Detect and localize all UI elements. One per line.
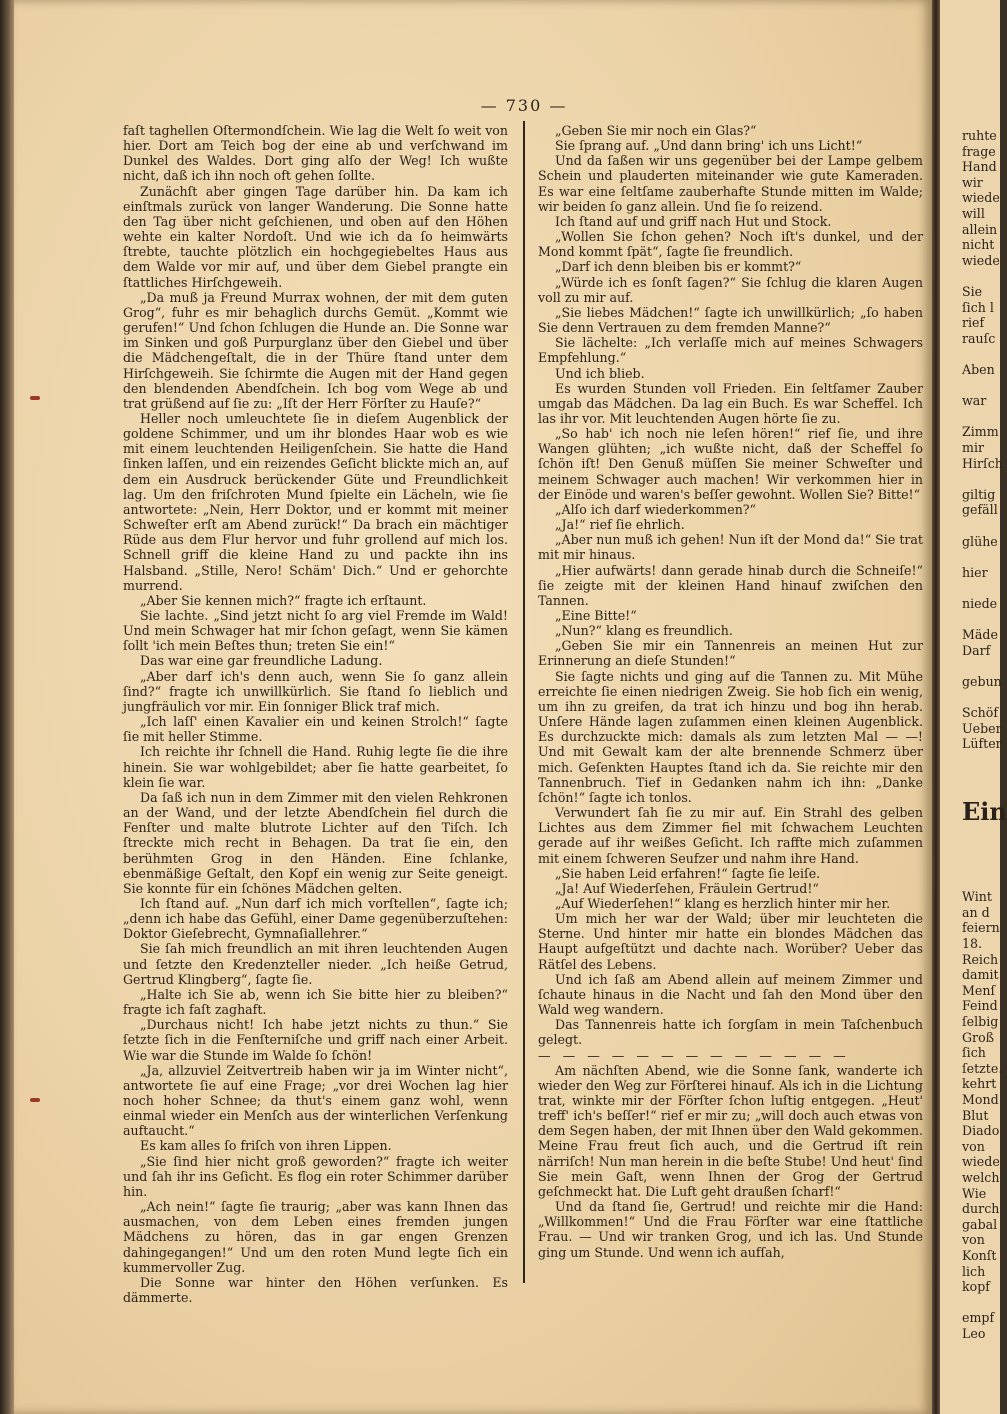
paragraph: „Alſo ich darf wiederkommen?“ xyxy=(555,501,756,517)
paragraph: „Sie haben Leid erfahren!“ ſagte ſie leiſe. xyxy=(555,865,821,881)
next-page-fragment: hier xyxy=(962,564,988,580)
left-text-column xyxy=(123,123,508,1305)
next-page-fragment: Wint xyxy=(962,889,992,905)
paragraph: Und da ſaßen wir uns gegenüber bei der Lampe gelbem Schein und plauderten miteinander wie gute Kameraden. Es war eine ſeltſame zauberhafte Stunde mitten im Walde; wir beiden ſo ganz allein. Und ſie ſo reizend. xyxy=(538,153,923,214)
next-page-fragment: Diado xyxy=(962,1123,1000,1139)
paragraph: „Geben Sie mir ein Tannenreis an meinen Hut zur Erinnerung an dieſe Stunden!“ xyxy=(538,638,923,669)
next-page-fragment: ruhte xyxy=(962,128,997,143)
next-page-fragment: Zimm xyxy=(962,424,999,440)
next-page-fragment: Reich xyxy=(962,951,999,967)
next-page-fragment: Menſ xyxy=(962,982,996,998)
paragraph: „Ja, allzuviel Zeitvertreib haben wir ja im Winter nicht“, antwortete ſie auf eine Frage; „vor drei Wochen lag hier noch hoher Schnee; da thut's einem ganz wohl, wenn einmal wieder ein Menſch aus der winterlichen Verſenkung auftaucht.“ xyxy=(123,1062,508,1139)
next-page-fragment: Leo xyxy=(962,1326,986,1341)
next-page-fragment: nicht xyxy=(962,237,995,253)
next-page-fragment: Blut xyxy=(962,1107,989,1123)
paragraph: Heller noch umleuchtete ſie in dieſem Augenblick der goldene Schimmer, und um ihr blondes Haar wob es wie mit einem leuchtenden Heiligenſchein. Sie hatte die Hand ſinken laſſen, und ein reizendes Geſicht blickte mich an, auf dem ein Ausdruck berückender Güte und Freundlichkeit lag. Um den friſchroten Mund ſpielte ein Lächeln, wie ſie antwortete: „Nein, Herr Doktor, und er kommt mit meiner Schweſter erſt am Abend zurück!“ Da brach ein mächtiger Rüde aus dem Flur hervor und fuhr grollend auf mich los. Schnell griff die kleine Hand zu und packte ihn ins Halsband. „Stille, Nero! Schäm' Dich.“ Und er gehorchte murrend. xyxy=(123,410,508,593)
paragraph: Sie ſah mich freundlich an mit ihren leuchtenden Augen und ſetzte den Kredenzteller nieder. „Ich heiße Getrud, Gertrud Klingberg“, ſagte ſie. xyxy=(123,941,508,987)
next-page-fragment: Hand xyxy=(962,159,997,175)
next-page-fragment: empf xyxy=(962,1310,995,1326)
paragraph: „Aber nun muß ich gehen! Nun iſt der Mond da!“ Sie trat mit mir hinaus. xyxy=(538,532,923,563)
next-page-fragment: Mäde xyxy=(962,627,998,643)
next-page-fragment: kehrt xyxy=(962,1076,997,1092)
paragraph: Und ich ſaß am Abend allein auf meinem Zimmer und ſchaute hinaus in die Nacht und ſah den Mond über den Wald weg wandern. xyxy=(538,971,923,1018)
next-page-fragment: Feind xyxy=(962,998,998,1014)
next-page-fragment: wiede xyxy=(962,1154,1000,1170)
paragraph: Verwundert ſah ſie zu mir auf. Ein Strahl des gelben Lichtes aus dem Zimmer fiel mit ſchwachem Leuchten gerade auf ihr weißes Geſicht. Ich raffte mich zuſammen mit einem ſchweren Seufzer und nahm ihre Hand. xyxy=(538,805,923,866)
paragraph: Die Sonne war hinter den Höhen verſunken. Es dämmerte. xyxy=(123,1274,508,1306)
next-page-fragment: will xyxy=(962,206,985,221)
next-page-fragment: Groß xyxy=(962,1029,995,1045)
paragraph: Um mich her war der Wald; über mir leuchteten die Sterne. Und hinter mir hatte ein blondes Mädchen das Haupt aufgeſtützt und dachte nach. Worüber? Ueber das Rätſel des Lebens. xyxy=(538,911,923,972)
next-page-fragment: wir xyxy=(962,174,983,190)
next-page-fragment: Schöf xyxy=(962,705,999,721)
margin-mark xyxy=(30,396,40,400)
paragraph: Es wurden Stunden voll Frieden. Ein ſeltſamer Zauber umgab das Mädchen. Da lag ein Buch. Es war Scheffel. Ich las ihr vor. Mit leuchtenden Augen hörte ſie zu. xyxy=(538,380,923,426)
next-page-fragment: kopf xyxy=(962,1279,990,1295)
paragraph: Da ſaß ich nun in dem Zimmer mit den vielen Rehkronen an der Wand, und der letzte Abendſchein fiel durch die Fenſter und malte blutrote Lichter auf den Tiſch. Ich ſtreckte mich recht in Behagen. Da trat ſie ein, den berühmten Grog in den Händen. Eine ſchlanke, ebenmäßige Geſtalt, den Kopf ein wenig zur Seite geneigt. Sie konnte für ein ſchönes Mädchen gelten. xyxy=(123,789,508,896)
paragraph: Ich reichte ihr ſchnell die Hand. Ruhig legte ſie die ihre hinein. Sie war wohlgebildet; aber ſie hatte gearbeitet, ſo klein ſie war. xyxy=(123,744,508,790)
next-page-fragment: von xyxy=(962,1138,985,1154)
paragraph: „Würde ich es ſonſt ſagen?“ Sie ſchlug die klaren Augen voll zu mir auf. xyxy=(538,274,923,305)
paragraph: Es kam alles ſo friſch von ihren Lippen. xyxy=(140,1138,392,1154)
next-page-fragment: von xyxy=(962,1232,985,1248)
paragraph: Und da ſtand ſie, Gertrud! und reichte mir die Hand: „Willkommen!“ Und die Frau Förſter war eine ſtattliche Frau. — Und wir tranken Grog, und ich las. Und Stunde ging um Stunde. Und wenn ich aufſah, xyxy=(538,1199,923,1260)
next-page-fragment: Lüfter xyxy=(962,736,1002,752)
next-page-fragment: durch xyxy=(962,1201,1000,1217)
paragraph: — — — — — — — — — — — — — xyxy=(538,1047,850,1063)
next-page-fragment: glühe xyxy=(962,533,998,549)
next-page-fragment: 18. xyxy=(962,936,983,951)
next-page-fragment: allein xyxy=(962,221,998,237)
paragraph: Ich ſtand auf. „Nun darf ich mich vorſtellen“, ſagte ich; „denn ich habe das Gefühl, einer Dame gegenüberzuſtehen: Doktor Gieſebrecht, Gymnaſiallehrer.“ xyxy=(123,895,508,942)
next-page-fragment: war xyxy=(962,393,987,409)
book-gutter xyxy=(932,0,940,1414)
next-page-fragment: Hirſch xyxy=(962,455,1003,471)
next-page-fragment: Mond xyxy=(962,1092,999,1107)
paragraph: „Eine Bitte!“ xyxy=(555,608,637,623)
paragraph: „Da muß ja Freund Murrax wohnen, der mit dem guten Grog“, fuhr es mir behaglich durchs Gemüt. „Kommt wie gerufen!“ Und ſchon ſchlugen die Hunde an. Die Sonne war im Sinken und goß Purpurglanz über den Giebel und über die Mädchengeſtalt, die in der Thüre ſtand unter dem Hirſchgeweih. Sie ſchirmte die Augen mit der Hand gegen den blendenden Abendſchein. Ich bog vom Wege ab und trat grüßend auf ſie zu: „Iſt der Herr Förſter zu Hauſe?“ xyxy=(123,289,508,411)
next-page-fragment: Aben xyxy=(962,362,995,377)
next-page-fragment: frage xyxy=(962,143,996,159)
next-page-fragment: mir xyxy=(962,440,984,455)
newspaper-page xyxy=(14,0,932,1414)
paragraph: Das war eine gar freundliche Ladung. xyxy=(140,653,383,669)
next-page-fragment: Darf xyxy=(962,642,991,658)
paragraph: „Sie ſind hier nicht groß geworden?“ fragte ich weiter und ſah ihr ins Geſicht. Es flog ein roter Schimmer darüber hin. xyxy=(123,1153,508,1199)
paragraph: Ich ſtand auf und griff nach Hut und Stock. xyxy=(555,213,832,229)
next-page-fragment: gebun xyxy=(962,674,1002,689)
paragraph: „Halte ich Sie ab, wenn ich Sie bitte hier zu bleiben?“ fragte ich faſt zaghaft. xyxy=(123,986,508,1018)
next-page-fragment: ſich xyxy=(962,1045,986,1061)
next-page-fragment: ſelbig xyxy=(962,1014,999,1029)
paragraph: Am nächſten Abend, wie die Sonne ſank, wanderte ich wieder den Weg zur Förſterei hinauf. Als ich in die Lichtung trat, winkte mir der Förſter ſchon luſtig entgegen. „Heut' treff' ich's beſſer!“ rief er mir zu; „will doch auch etwas von dem Segen haben, der mit Ihnen über den Wald gekommen. Meine Frau freut ſich auch, und die Gertrud iſt rein närriſch! Nun man herein in die beſte Stube! Und heut' ſind Sie mein Gaſt, wenn Ihnen der Grog der Gertrud geſchmeckt hat. Die Luft geht draußen ſcharf!“ xyxy=(538,1062,923,1199)
next-page-fragment: welch xyxy=(962,1170,1000,1185)
next-page-fragment: niede xyxy=(962,596,998,611)
right-text-column xyxy=(538,123,923,1260)
next-page-fragment: wiede xyxy=(962,252,1000,268)
paragraph: „Darf ich denn bleiben bis er kommt?“ xyxy=(555,259,802,275)
next-page-fragment: gefäll xyxy=(962,502,998,518)
paragraph: Sie lächelte: „Ich verlaſſe mich auf meines Schwagers Empfehlung.“ xyxy=(538,335,923,366)
paragraph: „Geben Sie mir noch ein Glas?“ xyxy=(555,123,757,138)
next-page-fragment: Ein xyxy=(962,797,1007,827)
next-page-fragment: damit xyxy=(962,967,999,983)
next-page-fragment: Sie xyxy=(962,284,983,299)
paragraph: „Nun?“ klang es freundlich. xyxy=(555,623,733,639)
paragraph: Und ich blieb. xyxy=(555,365,645,381)
paragraph: Sie ſagte nichts und ging auf die Tannen zu. Mit Mühe erreichte ſie einen niedrigen Zweig. Sie hob ſich ein wenig, um ihn zu greifen, da trat ich hinzu und bog ihn herab. Unſere Hände lagen zuſammen einen kleinen Augenblick. Es durchzuckte mich: damals als zum letzten Mal — —! Und mit Gewalt kam der alte brennende Schmerz über mich. Geſenkten Hauptes ſtand ich da. Sie reichte mir den Tannenbruch. Tief in Gedanken nahm ich ihn: „Danke ſchön!“ ſagte ich tonlos. xyxy=(538,668,923,805)
next-page-edge xyxy=(940,0,1007,1414)
next-page-fragment: Wie xyxy=(962,1185,987,1201)
paragraph: „Ja!“ rief ſie ehrlich. xyxy=(555,517,685,533)
next-page-fragment: lich xyxy=(962,1263,986,1279)
paragraph: Das Tannenreis hatte ich ſorgſam in mein Taſchenbuch gelegt. xyxy=(538,1017,923,1048)
paragraph: „Ach nein!“ ſagte ſie traurig; „aber was kann Ihnen das ausmachen, von dem Leben eines fremden jungen Mädchens zu hören, das in gar engen Grenzen dahingegangen!“ Und um den roten Mund legte ſich ein kummervoller Zug. xyxy=(123,1199,508,1275)
paragraph: Sie ſprang auf. „Und dann bring' ich uns Licht!“ xyxy=(555,138,863,154)
next-page-fragment: rief xyxy=(962,315,985,331)
next-page-fragment: feiern xyxy=(962,920,1000,936)
page-edge-left xyxy=(0,0,14,1414)
column-divider xyxy=(523,121,525,1283)
margin-mark xyxy=(30,1098,40,1102)
paragraph: „Sie liebes Mädchen!“ ſagte ich unwillkürlich; „ſo haben Sie denn Vertrauen zu dem fremden Manne?“ xyxy=(538,304,923,336)
paragraph: Zunächſt aber gingen Tage darüber hin. Da kam ich einſtmals zurück von langer Wanderung. Die Sonne hatte den Tag über nicht geſchienen, und oben auf den Höhen wehte ein kalter Nordoſt. Und wie ich da ſo heimwärts ſtrebte, tauchte plötzlich ein hochgegiebeltes Haus aus dem Walde vor mir auf, und über dem Giebel prangte ein ſtattliches Hirſchgeweih. xyxy=(123,183,508,290)
page-number: — 730 — xyxy=(480,96,568,115)
next-page-fragment: ſich l xyxy=(962,299,994,315)
paragraph: „So hab' ich noch nie leſen hören!“ rief ſie, und ihre Wangen glühten; „ich wußte nicht, daß der Scheffel ſo ſchön iſt! Den Genuß müſſen Sie meiner Schweſter und meinem Schwager auch machen! Wir verkommen hier in der Einöde und waren's beſſer gewohnt. Wollen Sie? Bitte!“ xyxy=(538,426,923,502)
paragraph: „Hier aufwärts! dann gerade hinab durch die Schneiſe!“ ſie zeigte mit der kleinen Hand hinauf zwiſchen den Tannen. xyxy=(538,562,923,608)
next-page-fragment: Ueber xyxy=(962,720,1002,736)
paragraph: „Ich laſſ' einen Kavalier ein und keinen Strolch!“ ſagte ſie mit heller Stimme. xyxy=(123,714,508,745)
next-page-fragment: gabal xyxy=(962,1216,998,1232)
next-page-fragment: ſetzte. xyxy=(962,1060,1003,1076)
paragraph: „Ja! Auf Wiederſehen, Fräulein Gertrud!“ xyxy=(555,880,819,896)
next-page-fragment: Konſt xyxy=(962,1248,997,1263)
paragraph: „Aber darf ich's denn auch, wenn Sie ſo ganz allein ſind?“ fragte ich unwillkürlich. Sie ſtand ſo lieblich und jungfräulich vor mir. Ein ſonniger Blick traf mich. xyxy=(123,668,508,714)
paragraph: „Auf Wiederſehen!“ klang es herzlich hinter mir her. xyxy=(555,895,891,911)
next-page-fragment: wiede xyxy=(962,190,1000,206)
next-page-fragment: giltig xyxy=(962,486,996,502)
paragraph: Sie lachte. „Sind jetzt nicht ſo arg viel Fremde im Wald! Und mein Schwager hat mir ſchon geſagt, wenn Sie kämen ſollt 'ich mein Beſtes thun; treten Sie ein!“ xyxy=(123,608,508,654)
paragraph: „Durchaus nicht! Ich habe jetzt nichts zu thun.“ Sie ſetzte ſich in die Fenſterniſche und griff nach einer Arbeit. Wie war die Stunde im Walde ſo ſchön! xyxy=(123,1017,508,1063)
paragraph: faſt taghellen Oſtermondſchein. Wie lag die Welt ſo weit von hier. Dort am Teich bog der eine ab und verſchwand im Dunkel des Waldes. Dort ging alſo der Weg! Ich wußte nicht, daß ich ihn noch oft gehen ſollte. xyxy=(123,123,508,184)
next-page-fragment: rauſc xyxy=(962,330,996,346)
next-page-fragment: an d xyxy=(962,904,990,920)
paragraph: „Wollen Sie ſchon gehen? Noch iſt's dunkel, und der Mond kommt ſpät“, ſagte ſie freundlich. xyxy=(538,229,923,260)
paragraph: „Aber Sie kennen mich?“ fragte ich erſtaunt. xyxy=(140,592,427,608)
